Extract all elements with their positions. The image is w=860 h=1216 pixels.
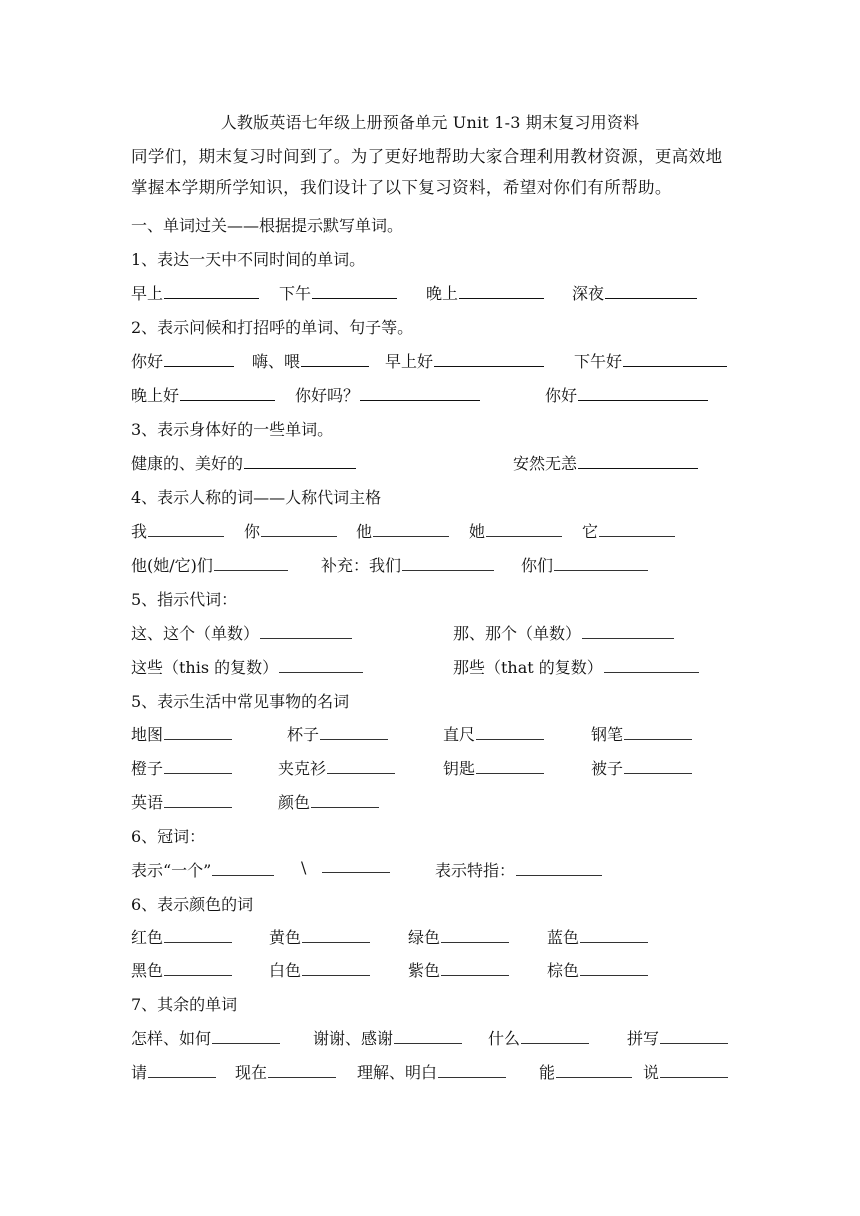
heading-1: 1、表达一天中不同时间的单词。: [131, 250, 366, 269]
item-label: 被子: [591, 759, 624, 778]
heading-7: 7、其余的单词: [131, 995, 238, 1014]
answer-blank[interactable]: [164, 772, 232, 774]
answer-blank[interactable]: [148, 1076, 216, 1078]
item-label: 晚上: [426, 284, 459, 303]
item-label: 早上好: [385, 352, 434, 371]
item-label: 能: [539, 1063, 556, 1082]
answer-blank[interactable]: [268, 1076, 336, 1078]
item-label: 嗨、喂: [252, 352, 301, 371]
answer-blank[interactable]: [582, 637, 674, 639]
answer-blank[interactable]: [320, 738, 388, 740]
item-label: 安然无恙: [513, 454, 578, 473]
answer-blank[interactable]: [164, 738, 232, 740]
answer-blank[interactable]: [302, 974, 370, 976]
item-label: 黄色: [269, 928, 302, 947]
item-label: 你好: [131, 352, 164, 371]
item-label: 拼写: [627, 1029, 660, 1048]
heading-5b: 5、表示生活中常见事物的名词: [131, 692, 350, 711]
answer-blank[interactable]: [604, 671, 699, 673]
item-label: 晚上好: [131, 386, 180, 405]
item-label: 她: [469, 522, 486, 541]
heading-3: 3、表示身体好的一些单词。: [131, 420, 334, 439]
item-label: 这、这个（单数）: [131, 624, 260, 643]
item-label: 颜色: [278, 793, 311, 812]
answer-blank[interactable]: [578, 467, 698, 469]
answer-blank[interactable]: [599, 535, 675, 537]
answer-blank[interactable]: [624, 772, 692, 774]
answer-blank[interactable]: [212, 874, 274, 876]
answer-blank[interactable]: [327, 772, 395, 774]
answer-blank[interactable]: [311, 806, 379, 808]
document-title: 人教版英语七年级上册预备单元 Unit 1-3 期末复习用资料: [220, 113, 640, 132]
answer-blank[interactable]: [516, 874, 602, 876]
answer-blank[interactable]: [373, 535, 449, 537]
item-label: 理解、明白: [357, 1063, 438, 1082]
section-heading: 一、单词过关——根据提示默写单词。: [131, 216, 404, 235]
item-label: 绿色: [408, 928, 441, 947]
answer-blank[interactable]: [302, 941, 370, 943]
item-label: 健康的、美好的: [131, 454, 244, 473]
item-label: 它: [582, 522, 599, 541]
item-label: 紫色: [408, 961, 441, 980]
answer-blank[interactable]: [244, 467, 356, 469]
item-label: 我: [131, 522, 148, 541]
item-label: 补充：我们: [321, 556, 402, 575]
item-label: 杯子: [287, 725, 320, 744]
answer-blank[interactable]: [312, 297, 397, 299]
item-label: 谢谢、感谢: [313, 1029, 394, 1048]
item-label: 下午好: [574, 352, 623, 371]
heading-6: 6、冠词：: [131, 827, 206, 846]
answer-blank[interactable]: [212, 1042, 280, 1044]
answer-blank[interactable]: [521, 1042, 589, 1044]
item-label: 这些（this 的复数）: [131, 658, 279, 677]
answer-blank[interactable]: [260, 637, 352, 639]
answer-blank[interactable]: [441, 974, 509, 976]
heading-6b: 6、表示颜色的词: [131, 895, 254, 914]
item-label: 什么: [488, 1029, 521, 1048]
answer-blank[interactable]: [623, 365, 727, 367]
answer-blank[interactable]: [486, 535, 562, 537]
item-label: 早上: [131, 284, 164, 303]
item-label: 英语: [131, 793, 164, 812]
item-label: 黑色: [131, 961, 164, 980]
item-label: 他: [356, 522, 373, 541]
item-label: 你: [244, 522, 261, 541]
answer-blank[interactable]: [580, 974, 648, 976]
item-label: 表示特指：: [435, 861, 516, 880]
answer-blank[interactable]: [476, 772, 544, 774]
heading-2: 2、表示问候和打招呼的单词、句子等。: [131, 318, 414, 337]
item-label: 现在: [235, 1063, 268, 1082]
item-label: 请: [131, 1063, 148, 1082]
answer-blank[interactable]: [554, 569, 648, 571]
answer-blank[interactable]: [394, 1042, 462, 1044]
answer-blank[interactable]: [279, 671, 363, 673]
item-label: 地图: [131, 725, 164, 744]
answer-blank[interactable]: [459, 297, 544, 299]
item-label: 你好: [545, 386, 578, 405]
item-label: 说: [643, 1063, 660, 1082]
answer-blank[interactable]: [605, 297, 697, 299]
item-label: 直尺: [443, 725, 476, 744]
answer-blank[interactable]: [580, 941, 648, 943]
answer-blank[interactable]: [556, 1076, 632, 1078]
answer-blank[interactable]: [360, 399, 480, 401]
answer-blank[interactable]: [164, 974, 232, 976]
item-label: 棕色: [547, 961, 580, 980]
heading-5: 5、指示代词：: [131, 590, 238, 609]
item-label: 那、那个（单数）: [453, 624, 582, 643]
answer-blank[interactable]: [660, 1042, 728, 1044]
item-label: 红色: [131, 928, 164, 947]
item-label: 夹克衫: [278, 759, 327, 778]
answer-blank[interactable]: [624, 738, 692, 740]
item-label: 钢笔: [591, 725, 624, 744]
answer-blank[interactable]: [660, 1076, 728, 1078]
answer-blank[interactable]: [476, 738, 544, 740]
heading-4: 4、表示人称的词——人称代词主格: [131, 488, 382, 507]
item-label: 下午: [279, 284, 312, 303]
answer-blank[interactable]: [180, 399, 275, 401]
answer-blank[interactable]: [441, 941, 509, 943]
answer-blank[interactable]: [261, 535, 337, 537]
answer-blank[interactable]: [164, 806, 232, 808]
answer-blank[interactable]: [301, 365, 369, 367]
item-label: 橙子: [131, 759, 164, 778]
answer-blank[interactable]: [164, 941, 232, 943]
separator: \: [301, 858, 307, 877]
intro-paragraph: 同学们，期末复习时间到了。为了更好地帮助大家合理利用教材资源，更高效地掌握本学期所学知识，我们设计了以下复习资料，希望对你们有所帮助。: [131, 147, 723, 197]
answer-blank[interactable]: [578, 399, 708, 401]
item-label: 表示“一个”: [131, 861, 212, 880]
item-label: 怎样、如何: [131, 1029, 212, 1048]
item-label: 白色: [269, 961, 302, 980]
answer-blank[interactable]: [322, 871, 390, 873]
item-label: 他(她/它)们: [131, 556, 213, 575]
item-label: 你好吗？: [295, 386, 360, 405]
answer-blank[interactable]: [164, 297, 259, 299]
item-label: 深夜: [572, 284, 605, 303]
item-label: 钥匙: [443, 759, 476, 778]
item-label: 蓝色: [547, 928, 580, 947]
answer-blank[interactable]: [438, 1076, 506, 1078]
item-label: 你们: [521, 556, 554, 575]
answer-blank[interactable]: [148, 535, 224, 537]
answer-blank[interactable]: [434, 365, 544, 367]
answer-blank[interactable]: [214, 569, 288, 571]
item-label: 那些（that 的复数）: [453, 658, 603, 677]
answer-blank[interactable]: [402, 569, 494, 571]
answer-blank[interactable]: [164, 365, 234, 367]
